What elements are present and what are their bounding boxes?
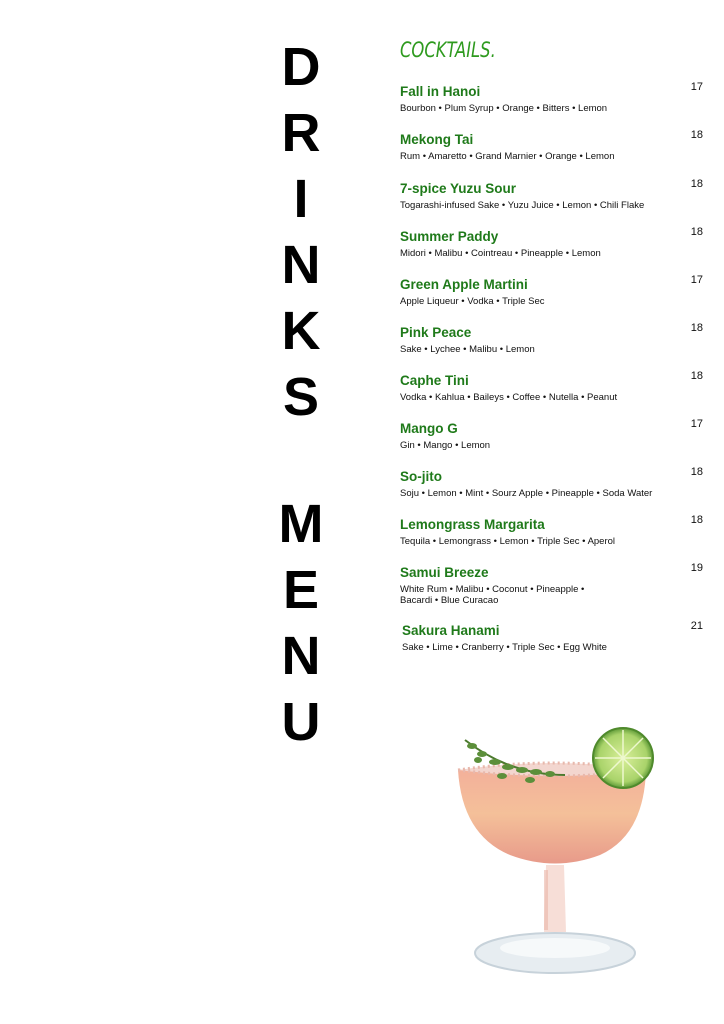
item-ingredients: White Rum • Malibu • Coconut • Pineapple • Bacardi • Blue Curacao	[400, 584, 585, 606]
cocktail-glass-illustration	[440, 720, 670, 990]
item-ingredients: Sake • Lime • Cranberry • Triple Sec • Egg White	[402, 642, 607, 653]
item-ingredients: Rum • Amaretto • Grand Marnier • Orange • Lemon	[400, 151, 615, 162]
item-ingredients: Vodka • Kahlua • Baileys • Coffee • Nutella • Peanut	[400, 392, 618, 403]
title-letter: N	[281, 626, 321, 686]
item-name: 7-spice Yuzu Sour	[400, 181, 517, 196]
item-ingredients: Gin • Mango • Lemon	[400, 440, 491, 451]
item-price: 17	[690, 418, 703, 430]
item-price: 19	[690, 562, 703, 574]
item-price: 17	[690, 81, 703, 93]
item-name: Sakura Hanami	[402, 623, 500, 638]
menu-item	[400, 562, 705, 606]
item-price: 18	[690, 514, 703, 526]
menu-item	[400, 226, 705, 259]
menu-item	[400, 466, 705, 499]
item-ingredients: Midori • Malibu • Cointreau • Pineapple • Lemon	[400, 248, 601, 259]
item-name: So-jito	[400, 469, 442, 484]
item-ingredients: Togarashi-infused Sake • Yuzu Juice • Lemon • Chili Flake	[400, 200, 645, 211]
title-letter: D	[281, 37, 321, 97]
item-name: Samui Breeze	[400, 565, 489, 580]
title-letter: I	[293, 169, 309, 229]
item-ingredients: Sake • Lychee • Malibu • Lemon	[400, 344, 535, 355]
title-letter: U	[281, 692, 321, 752]
title-letter: M	[278, 494, 324, 554]
item-name: Mekong Tai	[400, 132, 474, 147]
menu-item	[400, 274, 705, 307]
item-name: Summer Paddy	[400, 229, 499, 244]
title-letter: S	[282, 367, 320, 427]
title-letter: N	[281, 235, 321, 295]
item-name: Caphe Tini	[400, 373, 469, 388]
title-letter: K	[281, 301, 321, 361]
menu-item	[400, 81, 705, 114]
item-ingredients: Tequila • Lemongrass • Lemon • Triple Sec • Aperol	[400, 536, 616, 547]
item-name: Fall in Hanoi	[400, 84, 481, 99]
item-price: 18	[690, 370, 703, 382]
section-title-cocktails: COCKTAILS.	[400, 38, 496, 62]
item-ingredients: Bourbon • Plum Syrup • Orange • Bitters • Lemon	[400, 103, 608, 114]
item-price: 18	[690, 226, 703, 238]
menu-item	[400, 514, 705, 547]
item-price: 18	[690, 129, 703, 141]
menu-item	[400, 129, 705, 162]
title-drinks	[270, 37, 332, 436]
menu-item	[402, 620, 705, 653]
title-letter: R	[281, 103, 321, 163]
menu-item	[400, 418, 705, 451]
item-price: 21	[690, 620, 703, 632]
item-ingredients: Apple Liqueur • Vodka • Triple Sec	[400, 296, 545, 307]
item-name: Green Apple Martini	[400, 277, 528, 292]
item-ingredients: Soju • Lemon • Mint • Sourz Apple • Pineapple • Soda Water	[400, 488, 653, 499]
item-name: Lemongrass Margarita	[400, 517, 545, 532]
menu-item	[400, 178, 705, 211]
item-name: Mango G	[400, 421, 458, 436]
item-price: 18	[690, 322, 703, 334]
item-price: 18	[690, 178, 703, 190]
item-price: 17	[690, 274, 703, 286]
item-name: Pink Peace	[400, 325, 472, 340]
title-letter: E	[282, 560, 320, 620]
title-menu	[270, 494, 332, 761]
menu-item	[400, 370, 705, 403]
menu-item	[400, 322, 705, 355]
item-price: 18	[690, 466, 703, 478]
